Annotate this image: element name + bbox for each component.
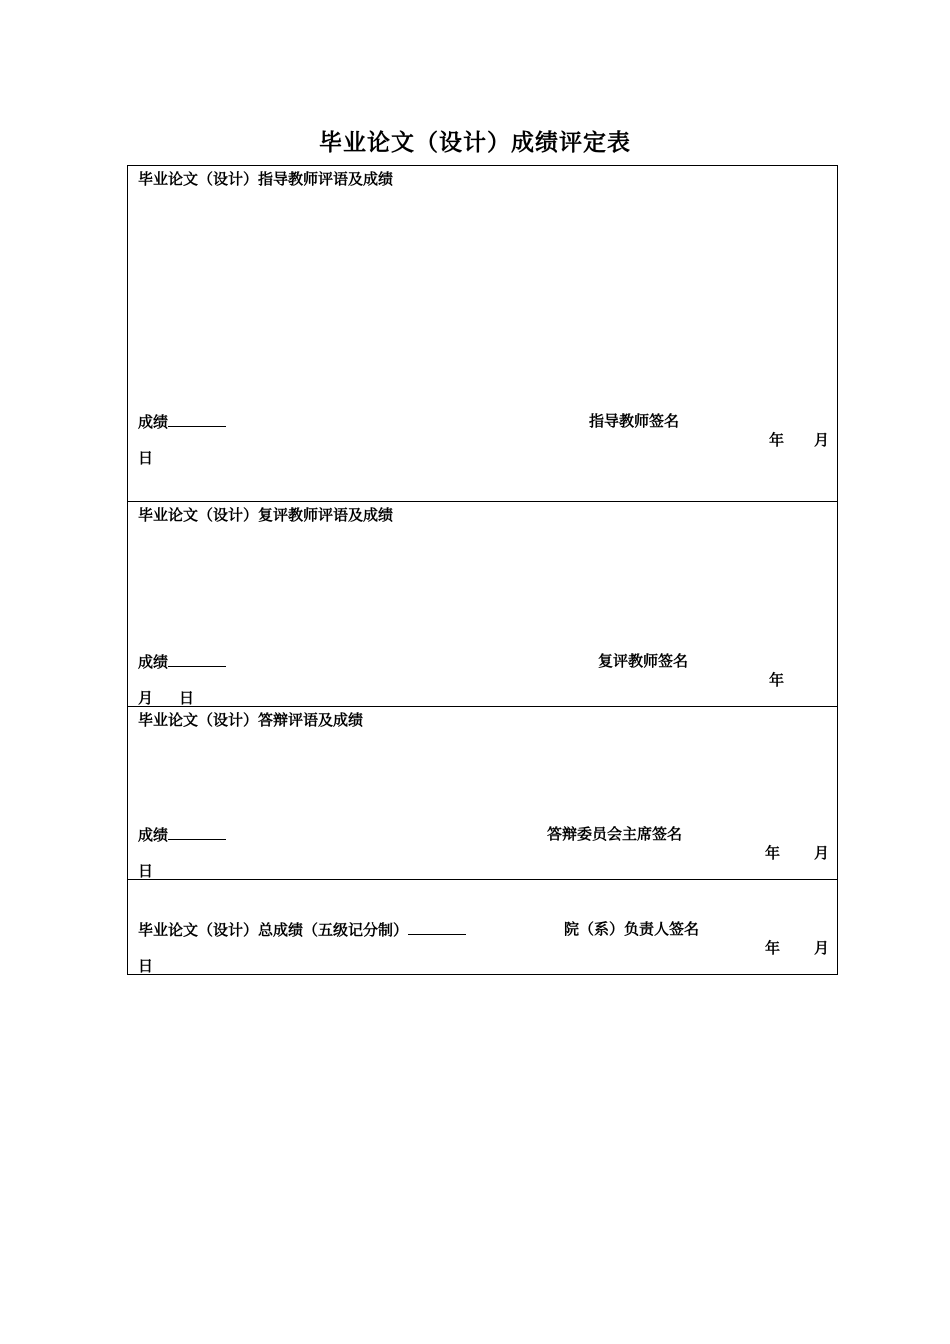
total-grade-field[interactable] [138,920,466,939]
defense-section-heading: 毕业论文（设计）答辩评语及成绩 [138,711,364,729]
total-grade-blank[interactable] [408,920,466,935]
reviewer-section-heading: 毕业论文（设计）复评教师评语及成绩 [138,506,394,524]
advisor-section-heading: 毕业论文（设计）指导教师评语及成绩 [138,170,394,188]
department-signature-label: 院（系）负责人签名 [564,920,700,938]
advisor-grade-label: 成绩 [138,413,169,431]
defense-grade-field[interactable] [138,825,226,844]
defense-date-day: 日 [138,862,154,880]
defense-section [128,706,837,879]
advisor-section [128,166,837,501]
advisor-date-month: 月 [814,431,830,449]
reviewer-section [128,501,837,706]
defense-signature-label: 答辩委员会主席签名 [547,825,683,843]
advisor-signature-label: 指导教师签名 [589,412,680,430]
page-title: 毕业论文（设计）成绩评定表 [319,130,631,156]
total-date-day: 日 [138,957,154,975]
total-grade-label: 毕业论文（设计）总成绩（五级记分制） [138,921,409,939]
total-date-month: 月 [814,939,830,957]
reviewer-grade-field[interactable] [138,652,226,671]
reviewer-grade-blank[interactable] [168,652,226,667]
total-section [128,879,837,974]
total-date-year: 年 [765,939,781,957]
advisor-grade-blank[interactable] [168,412,226,427]
reviewer-date-month: 月 [138,689,154,707]
reviewer-signature-label: 复评教师签名 [598,652,689,670]
reviewer-grade-label: 成绩 [138,653,169,671]
advisor-date-day: 日 [138,449,154,467]
reviewer-date-day: 日 [179,689,195,707]
advisor-date-year: 年 [769,431,785,449]
evaluation-form [127,165,838,975]
reviewer-date-year: 年 [769,671,785,689]
defense-grade-blank[interactable] [168,825,226,840]
defense-date-year: 年 [765,844,781,862]
advisor-grade-field[interactable] [138,412,226,431]
defense-date-month: 月 [814,844,830,862]
defense-grade-label: 成绩 [138,826,169,844]
